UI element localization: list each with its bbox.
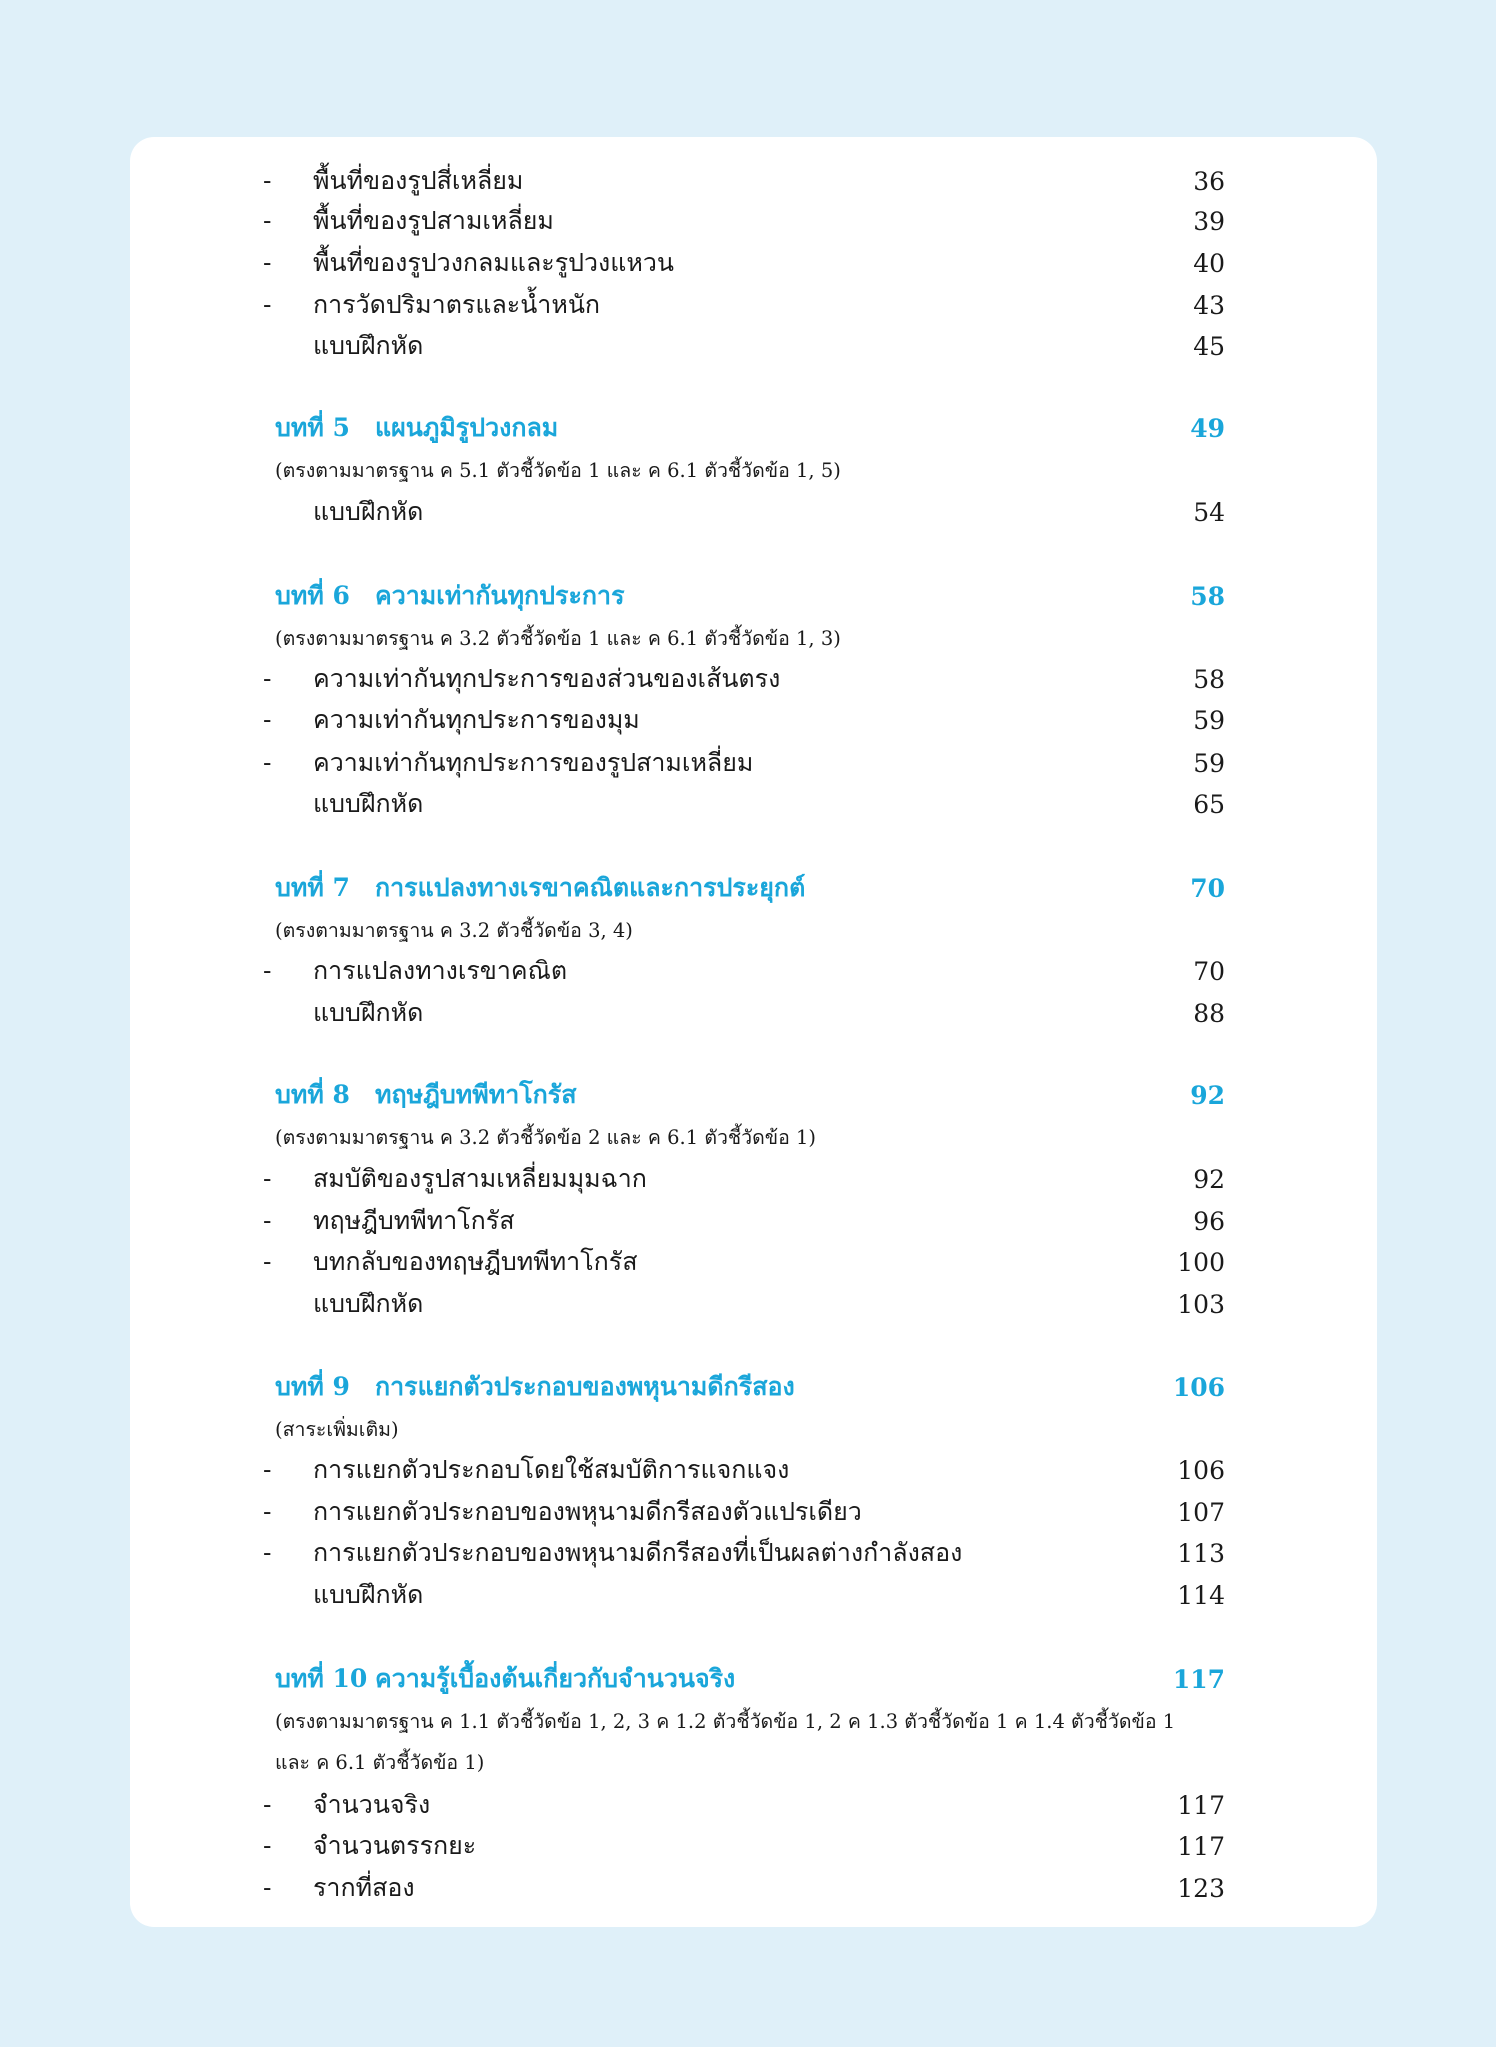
page-number: 100: [1177, 1247, 1225, 1277]
bullet-dash: -: [263, 705, 272, 734]
chapter-heading: [275, 408, 1225, 448]
page-number: 106: [1177, 1455, 1225, 1485]
toc-entry: [263, 1159, 1225, 1199]
standards-text: (ตรงตามมาตรฐาน ค 3.2 ตัวชี้วัดข้อ 3, 4): [275, 918, 633, 942]
exercise-entry: [275, 326, 1225, 366]
page-number: 49: [1190, 413, 1225, 443]
standards-text: (สาระเพิ่มเติม): [275, 1417, 399, 1441]
chapter-title: การแปลงทางเรขาคณิตและการประยุกต์: [375, 873, 806, 902]
bullet-dash: -: [263, 166, 272, 195]
page-number: 117: [1172, 1664, 1225, 1694]
bullet-dash: -: [263, 206, 272, 235]
chapter-title: การแยกตัวประกอบของพหุนามดีกรีสอง: [375, 1372, 795, 1401]
toc-entry: [263, 1242, 1225, 1282]
bullet-dash: -: [263, 956, 272, 985]
entry-title: การแยกตัวประกอบของพหุนามดีกรีสองตัวแปรเดียว: [313, 1497, 862, 1526]
page-number: 39: [1193, 206, 1225, 236]
exercise-entry: [275, 1575, 1225, 1615]
bullet-dash: -: [263, 1538, 272, 1567]
bullet-dash: -: [263, 1206, 272, 1235]
page-number: 58: [1193, 664, 1225, 694]
page-number: 92: [1193, 1164, 1225, 1194]
entry-title: พื้นที่ของรูปสามเหลี่ยม: [313, 206, 554, 235]
standards-text: (ตรงตามมาตรฐาน ค 3.2 ตัวชี้วัดข้อ 2 และ ค 6.1 ตัวชี้วัดข้อ 1): [275, 1125, 817, 1149]
toc-entry: [263, 1785, 1225, 1825]
entry-title: สมบัติของรูปสามเหลี่ยมมุมฉาก: [313, 1164, 647, 1193]
bullet-dash: -: [263, 1455, 272, 1484]
standards-text: (ตรงตามมาตรฐาน ค 1.1 ตัวชี้วัดข้อ 1, 2, 3 ค 1.2 ตัวชี้วัดข้อ 1, 2 ค 1.3 ตัวชี้วัดข้อ 1 ค 1.4 ตัวชี้วัดข้อ 1: [275, 1709, 1176, 1733]
page-number: 59: [1193, 748, 1225, 778]
toc-entry: [263, 285, 1225, 325]
toc-entry: [263, 201, 1225, 241]
page-number: 103: [1177, 1289, 1225, 1319]
page-number: 36: [1193, 166, 1225, 196]
page-number: 59: [1193, 705, 1225, 735]
entry-title: รากที่สอง: [313, 1873, 415, 1902]
toc-entry: [263, 700, 1225, 740]
exercise-label: แบบฝึกหัด: [313, 497, 424, 526]
chapter-number: บทที่ 5: [275, 413, 350, 442]
page-number: 113: [1177, 1538, 1225, 1568]
bullet-dash: -: [263, 1497, 272, 1526]
chapter-number: บทที่ 8: [275, 1080, 350, 1109]
standards-note: [275, 910, 1225, 950]
page-number: 70: [1190, 873, 1225, 903]
entry-title: การแยกตัวประกอบโดยใช้สมบัติการแจกแจง: [313, 1455, 790, 1484]
chapter-title: ความรู้เบื้องต้นเกี่ยวกับจำนวนจริง: [375, 1664, 736, 1693]
entry-title: ความเท่ากันทุกประการของรูปสามเหลี่ยม: [313, 748, 754, 777]
standards-note: [275, 618, 1225, 658]
bullet-dash: -: [263, 248, 272, 277]
chapter-title: ความเท่ากันทุกประการ: [375, 581, 625, 610]
exercise-entry: [275, 784, 1225, 824]
entry-title: การแปลงทางเรขาคณิต: [313, 956, 568, 985]
toc-entry: [263, 1450, 1225, 1490]
entry-title: พื้นที่ของรูปวงกลมและรูปวงแหวน: [313, 248, 674, 277]
page-number: 65: [1193, 789, 1225, 819]
exercise-label: แบบฝึกหัด: [313, 1289, 424, 1318]
chapter-heading: [275, 868, 1225, 908]
standards-note: [275, 450, 1225, 490]
exercise-label: แบบฝึกหัด: [313, 998, 424, 1027]
chapter-heading: [275, 1659, 1225, 1699]
bullet-dash: -: [263, 1790, 272, 1819]
chapter-number: บทที่ 10: [275, 1664, 368, 1693]
chapter-number: บทที่ 9: [275, 1372, 350, 1401]
exercise-entry: [275, 492, 1225, 532]
toc-entry: [263, 1492, 1225, 1532]
chapter-heading: [275, 1367, 1225, 1407]
standards-note: [275, 1742, 1225, 1782]
page-number: 45: [1193, 331, 1225, 361]
page-number: 117: [1177, 1831, 1225, 1861]
chapter-heading: [275, 1075, 1225, 1115]
page-number: 106: [1172, 1372, 1225, 1402]
chapter-title: ทฤษฎีบทพีทาโกรัส: [375, 1080, 577, 1109]
entry-title: การวัดปริมาตรและน้ำหนัก: [313, 290, 601, 319]
page-number: 117: [1177, 1790, 1225, 1820]
page-number: 58: [1190, 581, 1225, 611]
toc-entry: [263, 1868, 1225, 1908]
standards-note: [275, 1117, 1225, 1157]
entry-title: การแยกตัวประกอบของพหุนามดีกรีสองที่เป็นผลต่างกำลังสอง: [313, 1538, 963, 1567]
page-number: 107: [1177, 1497, 1225, 1527]
page-number: 88: [1193, 998, 1225, 1028]
chapter-number: บทที่ 7: [275, 873, 350, 902]
exercise-entry: [275, 993, 1225, 1033]
page-number: 114: [1177, 1580, 1225, 1610]
bullet-dash: -: [263, 664, 272, 693]
page-number: 54: [1193, 497, 1225, 527]
exercise-label: แบบฝึกหัด: [313, 789, 424, 818]
toc-entry: [263, 1533, 1225, 1573]
toc-entry: [263, 659, 1225, 699]
page-number: 40: [1193, 248, 1225, 278]
page-number: 92: [1190, 1080, 1225, 1110]
exercise-label: แบบฝึกหัด: [313, 1580, 424, 1609]
toc-entry: [263, 951, 1225, 991]
toc-entry: [263, 161, 1225, 201]
chapter-number: บทที่ 6: [275, 581, 350, 610]
entry-title: ทฤษฎีบทพีทาโกรัส: [313, 1206, 515, 1235]
chapter-heading: [275, 576, 1225, 616]
bullet-dash: -: [263, 290, 272, 319]
bullet-dash: -: [263, 1247, 272, 1276]
entry-title: ความเท่ากันทุกประการของมุม: [313, 705, 640, 734]
page-number: 43: [1193, 290, 1225, 320]
standards-text: (ตรงตามมาตรฐาน ค 3.2 ตัวชี้วัดข้อ 1 และ ค 6.1 ตัวชี้วัดข้อ 1, 3): [275, 626, 841, 650]
bullet-dash: -: [263, 748, 272, 777]
bullet-dash: -: [263, 1831, 272, 1860]
page-number: 123: [1177, 1873, 1225, 1903]
exercise-entry: [275, 1284, 1225, 1324]
standards-note: [275, 1409, 1225, 1449]
page-number: 70: [1193, 956, 1225, 986]
entry-title: พื้นที่ของรูปสี่เหลี่ยม: [313, 166, 524, 195]
entry-title: จำนวนจริง: [313, 1790, 431, 1819]
toc-entry: [263, 1826, 1225, 1866]
standards-text: และ ค 6.1 ตัวชี้วัดข้อ 1): [275, 1750, 485, 1774]
bullet-dash: -: [263, 1164, 272, 1193]
toc-entry: [263, 1201, 1225, 1241]
entry-title: บทกลับของทฤษฎีบทพีทาโกรัส: [313, 1247, 638, 1276]
page-number: 96: [1193, 1206, 1225, 1236]
chapter-title: แผนภูมิรูปวงกลม: [375, 413, 559, 442]
entry-title: ความเท่ากันทุกประการของส่วนของเส้นตรง: [313, 664, 781, 693]
standards-text: (ตรงตามมาตรฐาน ค 5.1 ตัวชี้วัดข้อ 1 และ ค 6.1 ตัวชี้วัดข้อ 1, 5): [275, 458, 841, 482]
bullet-dash: -: [263, 1873, 272, 1902]
entry-title: จำนวนตรรกยะ: [313, 1831, 477, 1860]
toc-entry: [263, 243, 1225, 283]
exercise-label: แบบฝึกหัด: [313, 331, 424, 360]
toc-entry: [263, 743, 1225, 783]
standards-note: [275, 1701, 1225, 1741]
